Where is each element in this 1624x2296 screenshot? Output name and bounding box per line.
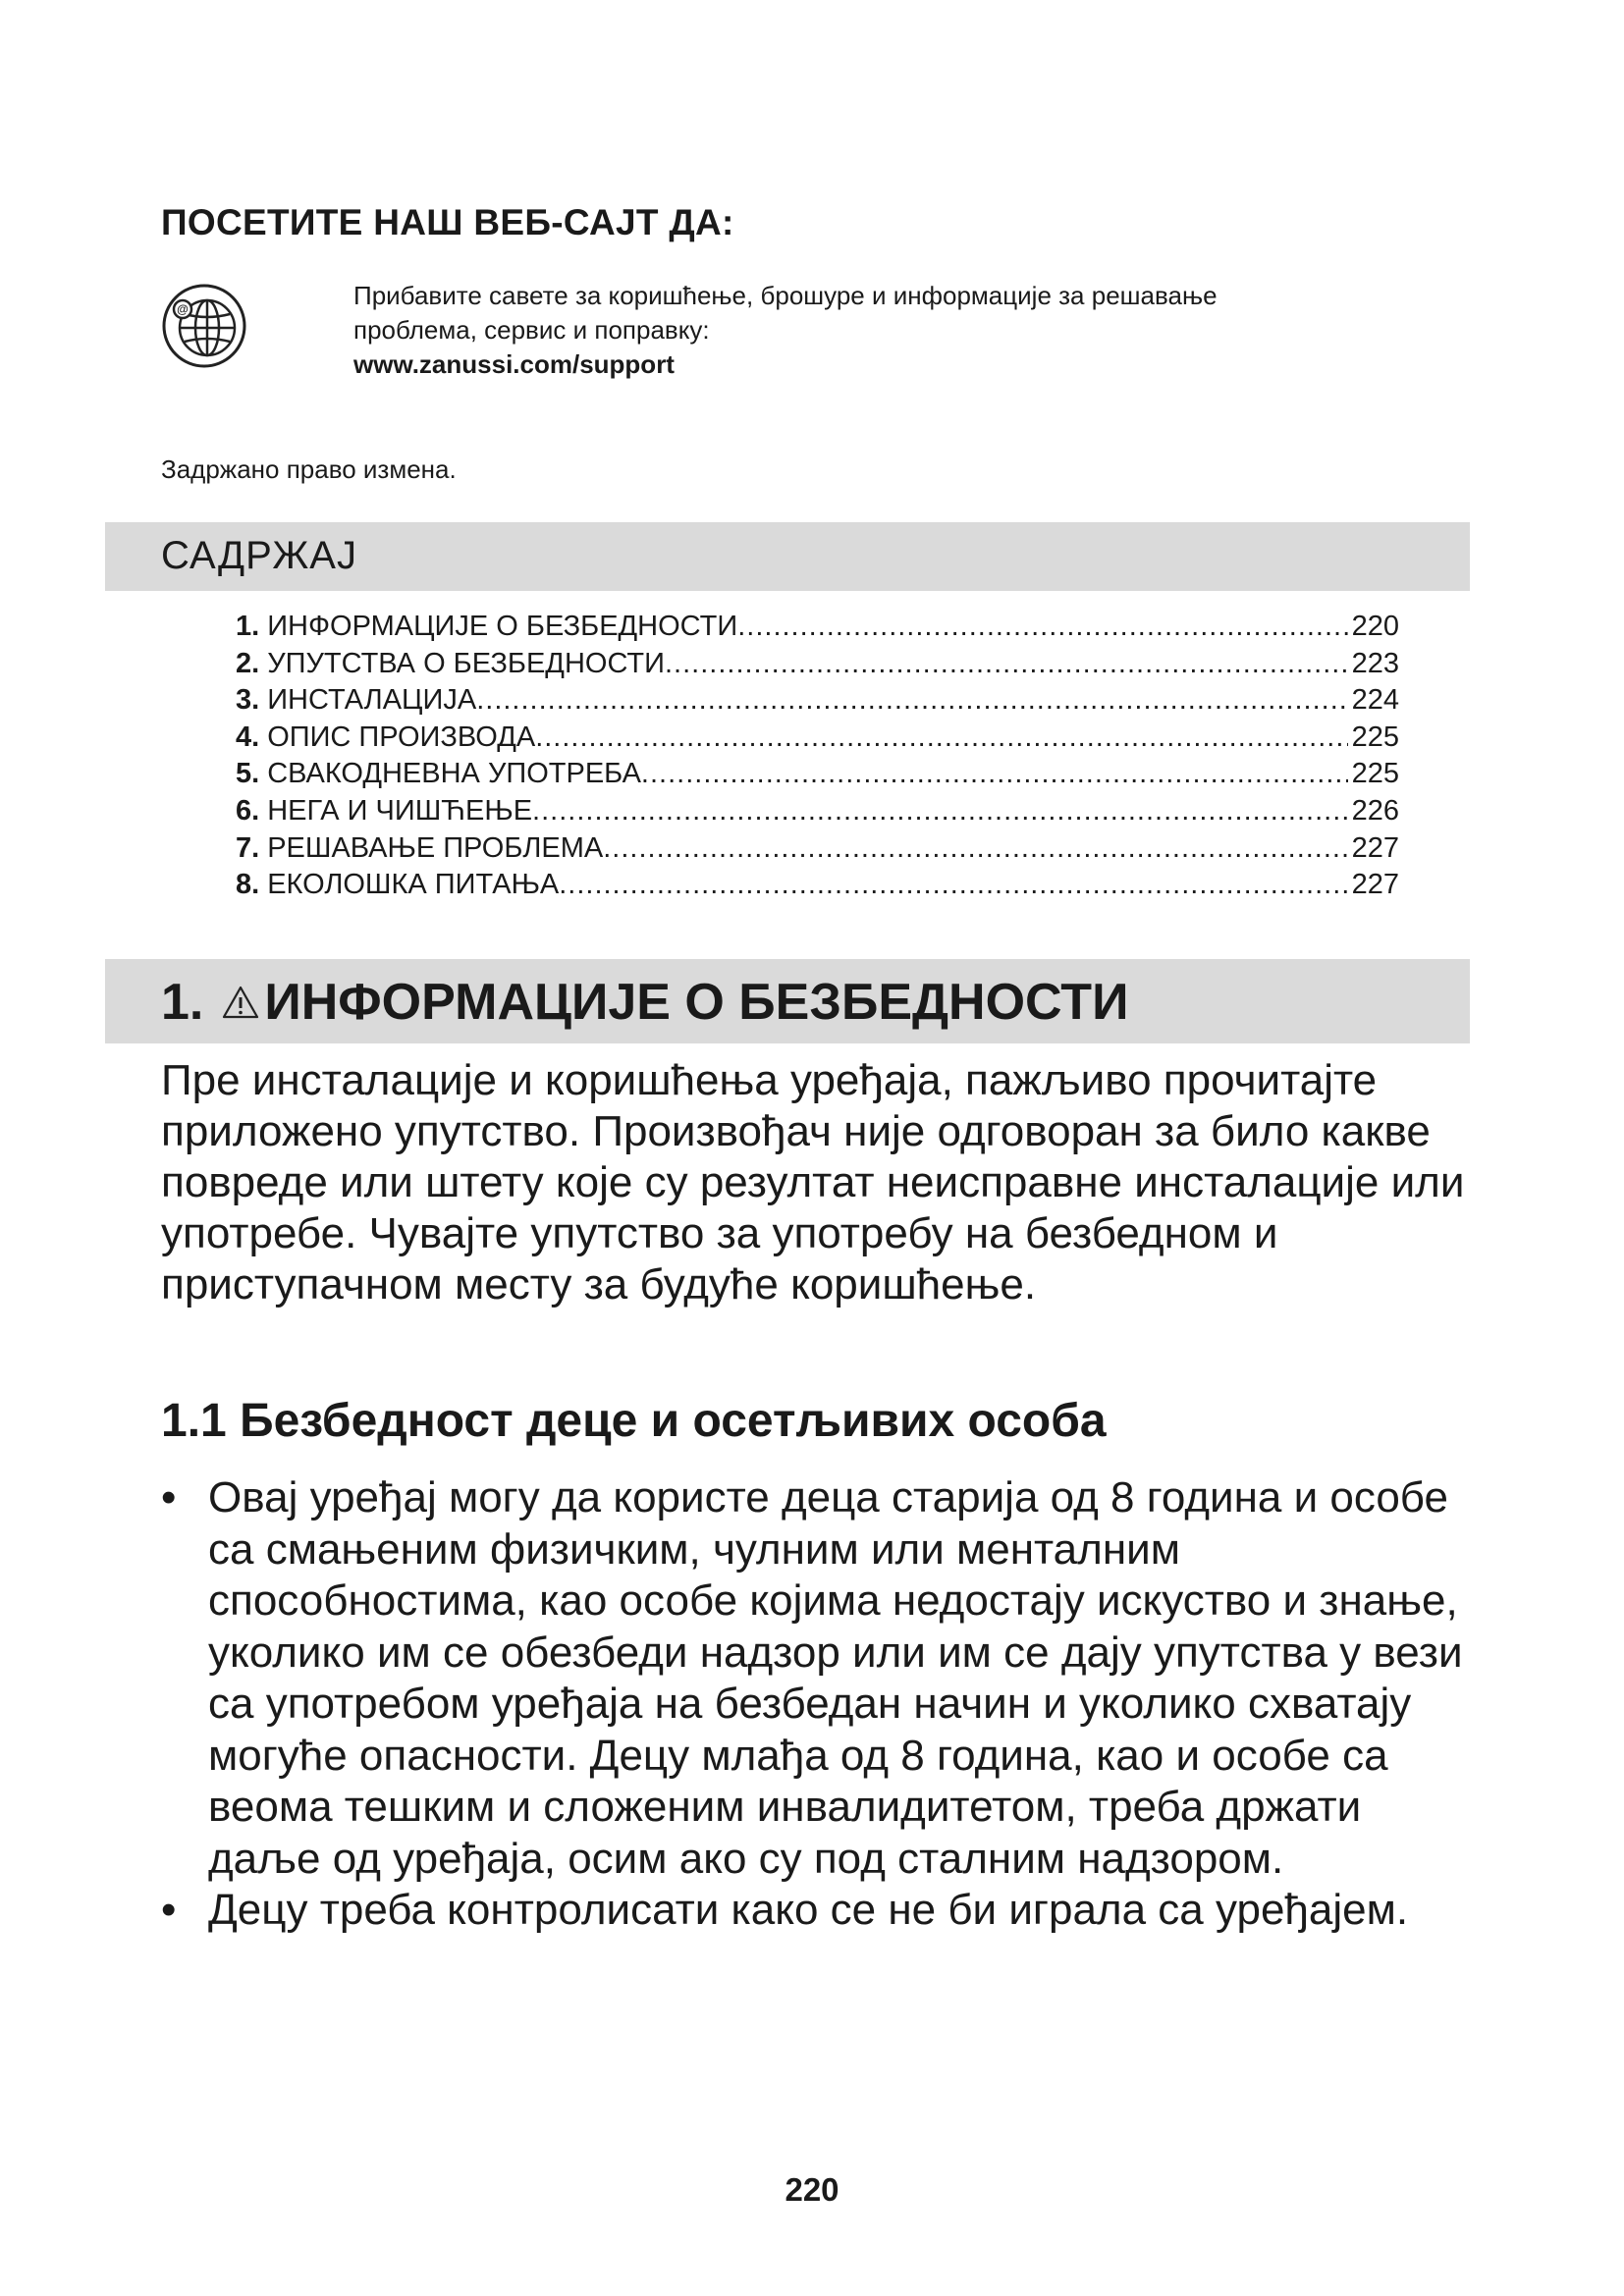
bullet-list: [161, 1472, 1467, 1937]
svg-text:@: @: [177, 302, 189, 316]
toc-item[interactable]: 8. ЕКОЛОШКА ПИТАЊА ..... 227: [236, 867, 1399, 904]
toc-title: САДРЖАЈ: [161, 534, 357, 577]
subsection-title: 1.1 Безбедност деце и осетљивих особа: [161, 1395, 1107, 1447]
support-text: [353, 279, 1434, 382]
section-number: 1.: [161, 974, 204, 1031]
section-title: [161, 973, 1128, 1032]
table-of-contents: [236, 609, 1399, 904]
visit-title: ПОСЕТИТЕ НАШ ВЕБ-САЈТ ДА:: [161, 202, 734, 242]
toc-item[interactable]: 7. РЕШАВАЊЕ ПРОБЛЕМА ..... 227: [236, 830, 1399, 868]
support-line-1: Прибавите савете за коришћење, брошуре и информације за решавање: [353, 281, 1218, 310]
toc-item[interactable]: 4. ОПИС ПРОИЗВОДА ..... 225: [236, 720, 1399, 757]
warning-icon: [221, 985, 260, 1020]
toc-item[interactable]: 1. ИНФОРМАЦИЈЕ О БЕЗБЕДНОСТИ ..... 220: [236, 609, 1399, 646]
section-title-text: ИНФОРМАЦИЈЕ О БЕЗБЕДНОСТИ: [264, 974, 1129, 1031]
page-number: 220: [785, 2171, 839, 2208]
intro-paragraph: Пре инсталације и коришћења уређаја, пажљиво прочитајте приложено упутство. Произвођач није одговоран за било какве повреде или штету које су резултат неисправне инсталације или употребе. Чувајте упутство за употребу на безбедном и приступачном месту за будуће коришћење.: [161, 1056, 1465, 1308]
toc-item[interactable]: 6. НЕГА И ЧИШЋЕЊЕ ..... 226: [236, 793, 1399, 830]
toc-item[interactable]: 5. СВАКОДНЕВНА УПОТРЕБА ..... 225: [236, 756, 1399, 793]
list-item: • Овај уређај могу да користе деца старија од 8 година и особе са смањеним физичким, чулним или менталним способностима, као особе којима недостају искуство и знање, уколико им се обезбеди надзор или им се дају упутства у вези са употребом уређаја на безбедан начин и уколико схватају могуће опасности. Децу млађа од 8 година, као и особе са веома тешким и сложеним инвалидитетом, треба држати даље од уређаја, осим ако су под сталним надзором.: [161, 1473, 1463, 1883]
toc-header: [105, 522, 1470, 591]
reserved-rights-note: Задржано право измена.: [161, 454, 457, 484]
support-url-link[interactable]: www.zanussi.com/support: [353, 349, 675, 379]
section-header: [105, 959, 1470, 1043]
toc-item[interactable]: 2. УПУТСТВА О БЕЗБЕДНОСТИ ..... 223: [236, 646, 1399, 683]
globe-icon: [161, 283, 247, 369]
support-line-2: проблема, сервис и поправку:: [353, 315, 710, 345]
list-item: • Децу треба контролисати како се не би играла са уређајем.: [161, 1886, 1409, 1934]
toc-item[interactable]: 3. ИНСТАЛАЦИЈА ..... 224: [236, 682, 1399, 720]
